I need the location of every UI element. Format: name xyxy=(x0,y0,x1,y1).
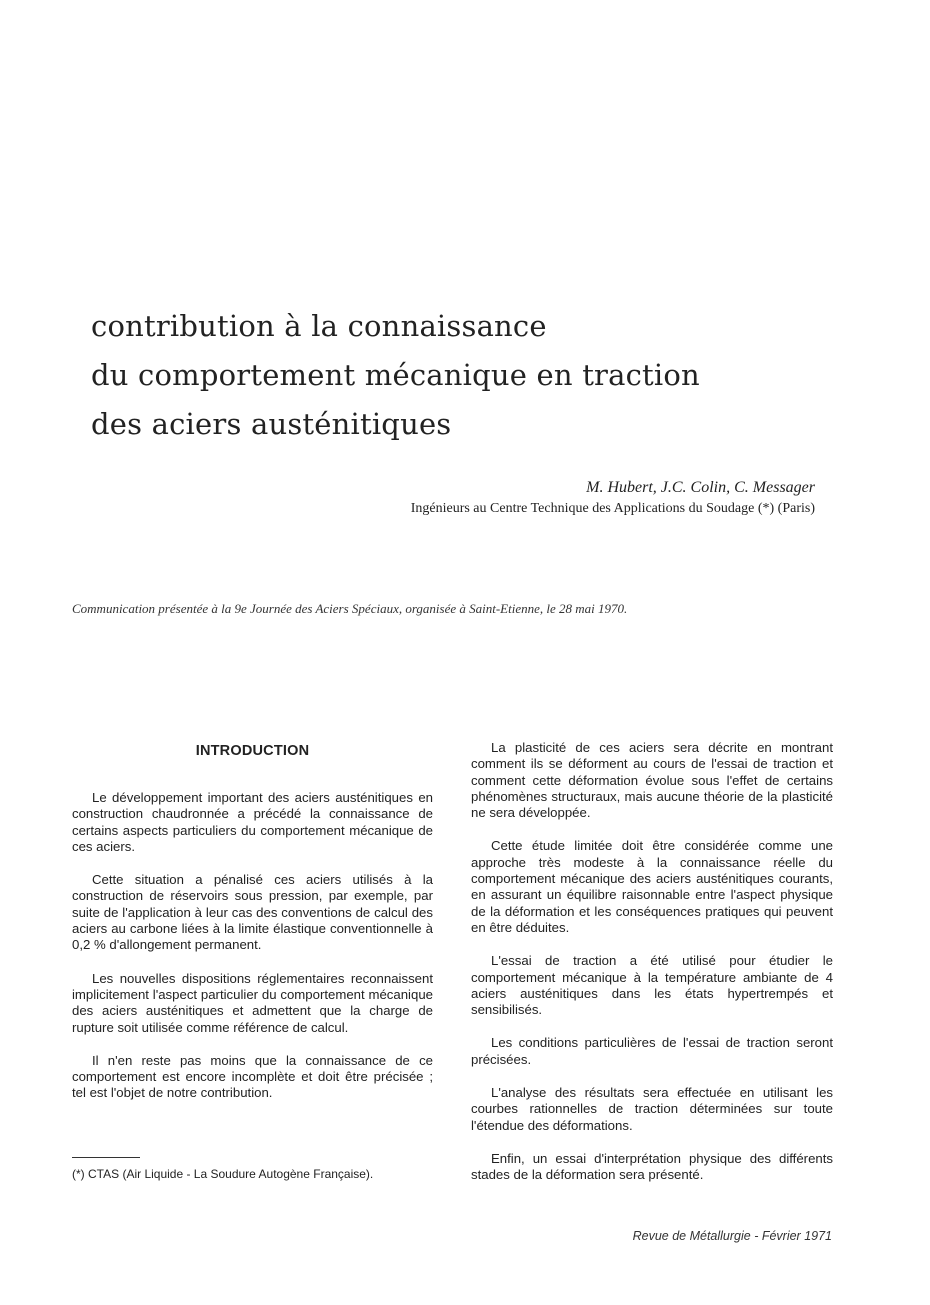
footnote-divider xyxy=(72,1157,140,1158)
article-title xyxy=(91,302,851,449)
paragraph: Cette situation a pénalisé ces aciers utilisés à la construction de réservoirs sous pression, par exemple, par suite de l'application à leur cas des conventions de calcul des aciers au carbone liées à la limite élastique conventionnelle à 0,2 % d'allongement permanent. xyxy=(72,872,433,953)
paragraph: Les nouvelles dispositions réglementaires reconnaissent implicitement l'aspect particulier du comportement mécanique des aciers austénitiques et admettent que la charge de rupture soit utilisée comme référence de calcul. xyxy=(72,970,433,1035)
authors: M. Hubert, J.C. Colin, C. Messager xyxy=(586,479,815,496)
journal-footer: Revue de Métallurgie - Février 1971 xyxy=(632,1229,832,1243)
section-heading: INTRODUCTION xyxy=(195,743,310,759)
paragraph: Il n'en reste pas moins que la connaissance de ce comportement est encore incomplète et doit être précisée ; tel est l'objet de notre contribution. xyxy=(72,1052,433,1101)
title-line: des aciers austénitiques xyxy=(91,407,452,441)
paragraph: Les conditions particulières de l'essai de traction seront précisées. xyxy=(471,1035,833,1067)
paragraph: La plasticité de ces aciers sera décrite en montrant comment ils se déforment au cours de l'essai de traction et comment cette déformation évolue sous l'effet de certains phénomènes structuraux, mais aucune théorie de la plasticité ne sera développée. xyxy=(471,740,833,821)
paragraph: L'analyse des résultats sera effectuée en utilisant les courbes rationnelles de traction déterminées sur toute l'étendue des déformations. xyxy=(471,1085,833,1133)
right-column xyxy=(471,740,833,1184)
paragraph: Enfin, un essai d'interprétation physique des différents stades de la déformation sera présenté. xyxy=(471,1150,833,1183)
paragraph: Le développement important des aciers austénitiques en construction chaudronnée a précédé la connaissance de certains aspects particuliers du comportement mécanique de ces aciers. xyxy=(72,790,433,854)
paragraph: Cette étude limitée doit être considérée comme une approche très modeste à la connaissance réelle du comportement mécanique des aciers austénitiques courants, en assurant un équilibre raisonnable entre l'aspect physique de la déformation et les conséquences pratiques qui peuvent en être déduites. xyxy=(471,838,833,935)
title-line: contribution à la connaissance xyxy=(91,309,547,343)
affiliation: Ingénieurs au Centre Technique des Applications du Soudage (*) (Paris) xyxy=(410,501,815,516)
communication-note: Communication présentée à la 9e Journée des Aciers Spéciaux, organisée à Saint-Etienne, le 28 mai 1970. xyxy=(72,601,628,616)
paragraph: L'essai de traction a été utilisé pour étudier le comportement mécanique à la température ambiante de 4 aciers austénitiques dans les états hypertrempés et sensibilisés. xyxy=(471,953,833,1018)
left-column xyxy=(72,740,433,1102)
title-line: du comportement mécanique en traction xyxy=(91,358,700,392)
footnote: (*) CTAS (Air Liquide - La Soudure Autogène Française). xyxy=(72,1167,374,1181)
